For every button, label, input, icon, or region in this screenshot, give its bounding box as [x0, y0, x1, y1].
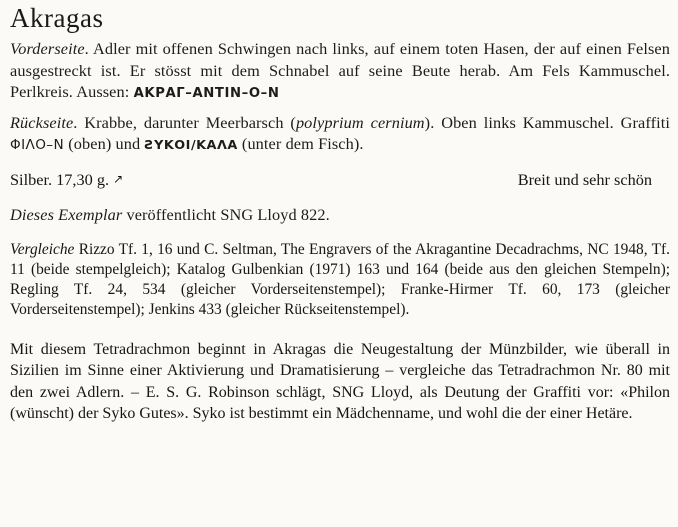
grade-note: Breit und sehr schön	[517, 170, 652, 190]
reverse-graffiti-second-note: (unter dem Fisch).	[241, 134, 364, 154]
comparisons-block	[10, 240, 670, 320]
reverse-label: Rückseite	[10, 112, 74, 132]
reverse-graffiti-second: ƧΥΚΟΙ/ΚΑΛΑ	[144, 138, 238, 154]
reverse-text-after: ). Oben links Kammuschel. Graffiti	[424, 112, 670, 132]
page-title: Akragas	[10, 3, 104, 33]
reverse-description	[10, 112, 670, 155]
reverse-graffiti-first: ΦΙΛΟ–Ν	[10, 137, 65, 154]
obverse-text: . Adler mit offenen Schwingen nach links, auf einem toten Hasen, der auf einen Felsen ausgestreckt ist. Er stösst mit dem Schnabel auf seine Beute herab. Am Fels Kammuschel. Perlkreis. Aussen:	[10, 39, 670, 102]
publication-emphasis: Dieses Exemplar	[10, 205, 123, 225]
commentary-paragraph: Mit diesem Tetradrachmon beginnt in Akragas die Neugestaltung der Münzbilder, wie überall in Sizilien im Sinne einer Aktivierung und Dramatisierung – vergleiche das Tetradrachmon Nr. 80 mit den zwei Adlern. – E. S. G. Robinson schlägt, SNG Lloyd, als Deutung der Graffiti vor: «Philon (wünscht) der Syko Gutes». Syko ist bestimmt ein Mädchenname, und wohl die der einer Hetäre.	[10, 341, 670, 422]
publication-text: veröffentlicht SNG Lloyd 822.	[126, 205, 330, 225]
reverse-graffiti-first-note: (oben) und	[68, 134, 141, 154]
comparisons-text: Rizzo Tf. 1, 16 und C. Seltman, The Engravers of the Akragantine Decadrachms, NC 1948, Tf. 11 (beide stempelgleich); Katalog Gulbenkian (1971) 163 und 164 (beide aus den gleichen Stempeln); Regling Tf. 24, 534 (gleicher Vorderseitenstempel); Franke-Hirmer Tf. 60, 173 (gleicher Vorderseitenstempel); Jenkins 433 (gleicher Rückseitenstempel).	[10, 240, 670, 318]
obverse-description	[10, 38, 670, 103]
metal-weight-text: Silber. 17,30 g.	[10, 170, 110, 190]
publication-line	[10, 204, 670, 226]
reverse-species: polyprium cernium	[295, 112, 425, 132]
comparisons-label: Vergleiche	[10, 240, 75, 258]
metal-weight	[10, 169, 123, 190]
obverse-label: Vorderseite	[10, 39, 85, 59]
obverse-legend: ΑΚΡΑΓ–ΑΝΤΙΝ–Ο–Ν	[133, 86, 280, 102]
spacer	[10, 330, 670, 339]
die-axis-arrow-icon: ↗	[113, 172, 124, 187]
reverse-text-before: . Krabbe, darunter Meerbarsch (	[73, 112, 296, 132]
metal-weight-row	[10, 169, 670, 190]
